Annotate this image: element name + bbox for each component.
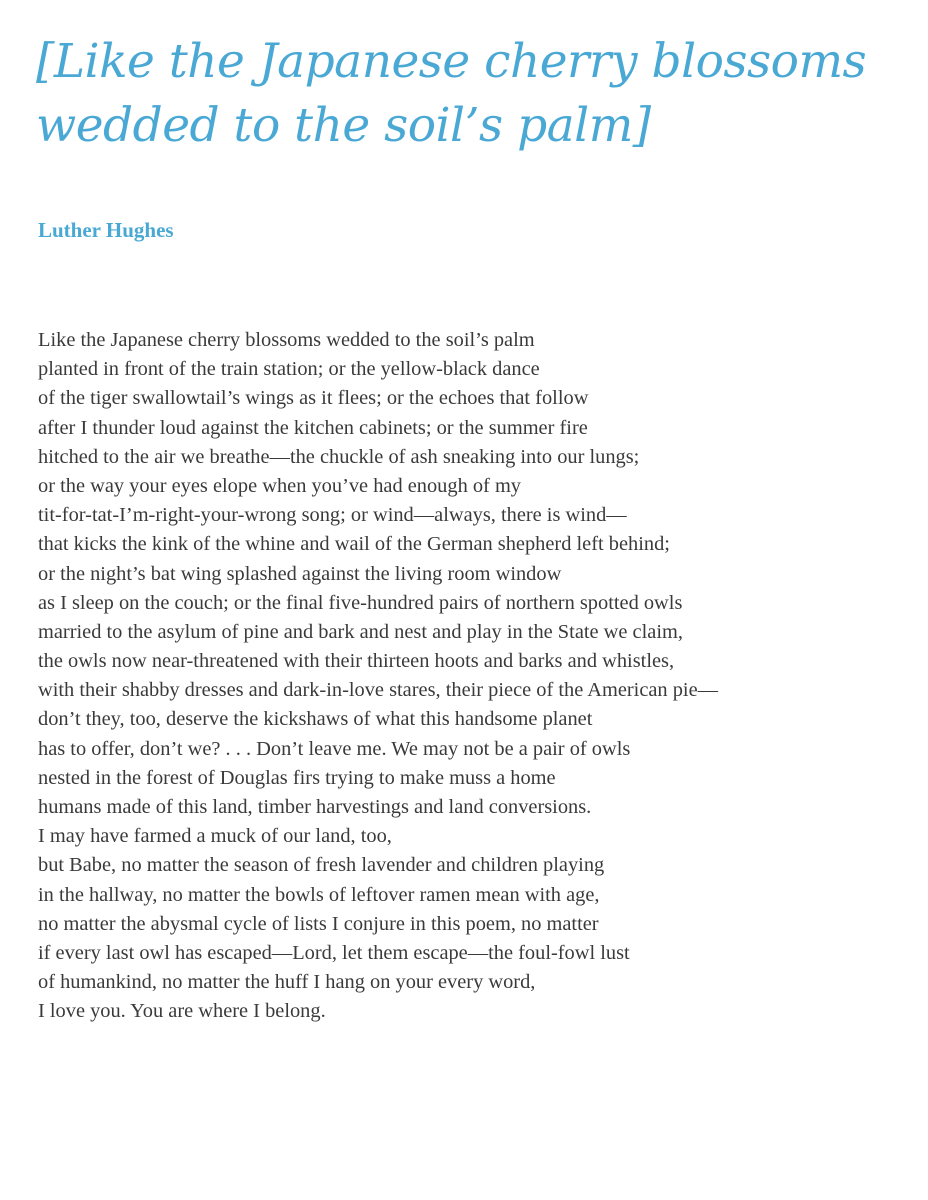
- poem-line: tit-for-tat-I’m-right-your-wrong song; or wind—always, there is wind—: [38, 504, 627, 527]
- poem-line: I love you. You are where I belong.: [38, 1000, 326, 1023]
- poem-line: or the way your eyes elope when you’ve had enough of my: [38, 474, 522, 497]
- poem-title-line: [Like the Japanese cherry blossoms: [36, 34, 867, 89]
- poem-line: planted in front of the train station; or the yellow-black dance: [38, 358, 540, 381]
- poem-title: [36, 30, 916, 158]
- poem-line: married to the asylum of pine and bark and nest and play in the State we claim,: [38, 620, 683, 643]
- poem-line: the owls now near-threatened with their thirteen hoots and barks and whistles,: [38, 650, 675, 673]
- poem-line: with their shabby dresses and dark-in-love stares, their piece of the American pie—: [38, 679, 719, 702]
- poem-line: if every last owl has escaped—Lord, let them escape—the foul-fowl lust: [38, 941, 630, 964]
- poem-line: hitched to the air we breathe—the chuckle of ash sneaking into our lungs;: [38, 445, 640, 468]
- poem-line: has to offer, don’t we? . . . Don’t leave me. We may not be a pair of owls: [38, 737, 631, 760]
- poem-line: that kicks the kink of the whine and wail of the German shepherd left behind;: [38, 533, 670, 556]
- poem-author: Luther Hughes: [38, 218, 174, 242]
- poem-line: or the night’s bat wing splashed against the living room window: [38, 562, 562, 585]
- poem-line: but Babe, no matter the season of fresh lavender and children playing: [38, 854, 605, 877]
- poem-body: [38, 326, 924, 1027]
- poem-line: Like the Japanese cherry blossoms wedded to the soil’s palm: [38, 329, 535, 351]
- poem-title-line: wedded to the soil’s palm]: [36, 98, 651, 153]
- poem-line: nested in the forest of Douglas firs trying to make muss a home: [38, 766, 556, 789]
- poem-line: humans made of this land, timber harvestings and land conversions.: [38, 796, 592, 818]
- poem-line: after I thunder loud against the kitchen cabinets; or the summer fire: [38, 416, 588, 439]
- poem-line: don’t they, too, deserve the kickshaws of what this handsome planet: [38, 708, 593, 731]
- poem-line: of humankind, no matter the huff I hang on your every word,: [38, 971, 536, 994]
- poem-line: as I sleep on the couch; or the final five-hundred pairs of northern spotted owls: [38, 591, 683, 614]
- poem-line: I may have farmed a muck of our land, too,: [38, 825, 392, 848]
- poem-line: of the tiger swallowtail’s wings as it flees; or the echoes that follow: [38, 387, 589, 410]
- poem-line: in the hallway, no matter the bowls of leftover ramen mean with age,: [38, 883, 600, 906]
- poem-line: no matter the abysmal cycle of lists I conjure in this poem, no matter: [38, 912, 599, 935]
